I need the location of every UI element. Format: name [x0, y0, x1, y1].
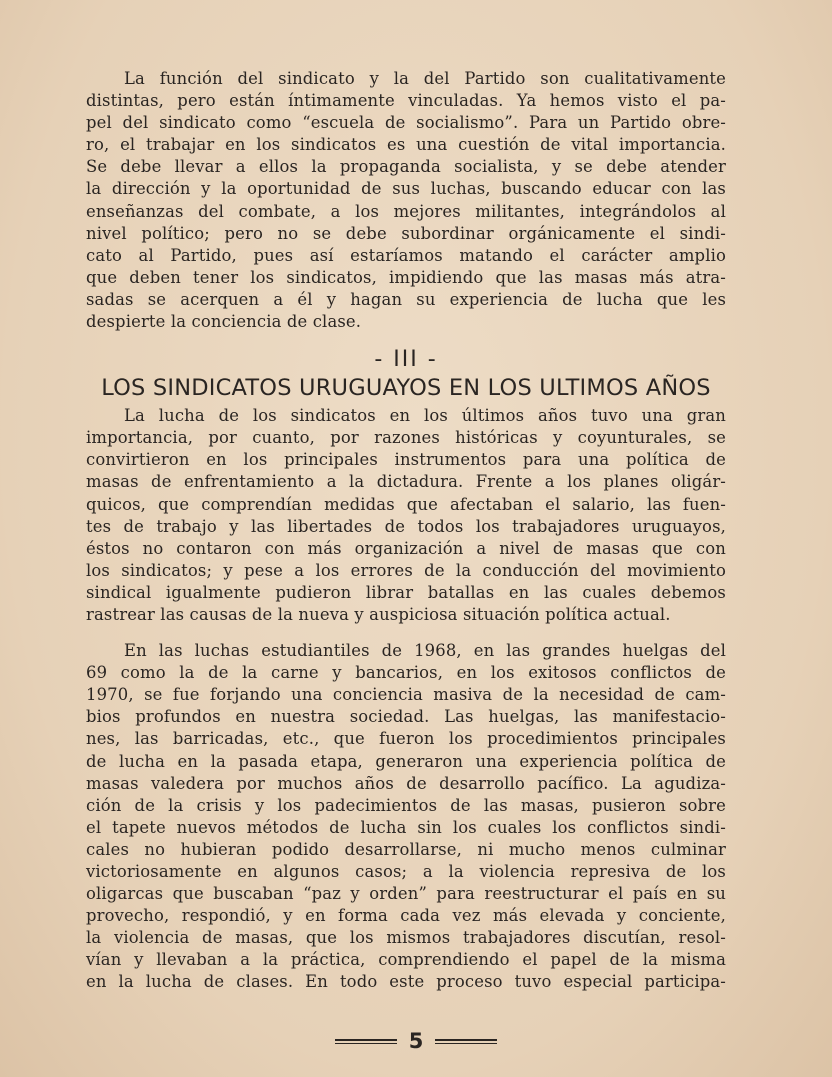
text-line: La lucha de los sindicatos en los últimos años tuvo una gran — [124, 406, 726, 426]
paragraph-gap — [86, 626, 726, 640]
section-number: - III - — [374, 347, 438, 373]
top-paragraphs — [86, 68, 726, 333]
text-line: nivel político; pero no se debe subordinar orgánicamente el sindi- — [86, 223, 726, 243]
text-line: sadas se acerquen a él y hagan su experiencia de lucha que les — [86, 289, 726, 309]
text-line: provecho, respondió, y en forma cada vez más elevada y conciente, — [86, 906, 726, 926]
text-line: vían y llevaban a la práctica, comprendiendo el papel de la misma — [86, 950, 726, 970]
text-line: importancia, por cuanto, por razones históricas y coyunturales, se — [86, 428, 726, 448]
text-line: de lucha en la pasada etapa, generaron una experiencia política de — [86, 751, 726, 771]
text-line: En las luchas estudiantiles de 1968, en las grandes huelgas del — [124, 641, 726, 661]
text-line: los sindicatos; y pese a los errores de la conducción del movimiento — [86, 560, 726, 580]
text-line: La función del sindicato y la del Partido son cualitativamente — [124, 69, 726, 88]
text-line: sindical igualmente pudieron librar batallas en las cuales debemos — [86, 582, 726, 602]
text-line: despierte la conciencia de clase. — [86, 312, 362, 332]
text-line: convirtieron en los principales instrumentos para una política de — [86, 450, 726, 470]
text-line: éstos no contaron con más organización a nivel de masas que con — [86, 538, 726, 558]
footer-rule-left — [335, 1039, 397, 1044]
paragraph — [86, 405, 726, 626]
text-line: victoriosamente en algunos casos; a la violencia represiva de los — [86, 862, 726, 881]
paragraph — [86, 68, 726, 333]
text-line: ro, el trabajar en los sindicatos es una cuestión de vital importancia. — [86, 135, 726, 155]
text-line: que deben tener los sindicatos, impidiendo que las masas más atra- — [86, 267, 726, 287]
text-line: ción de la crisis y los padecimientos de las masas, pusieron sobre — [86, 795, 726, 815]
text-line: la dirección y la oportunidad de sus luchas, buscando educar con las — [86, 179, 726, 199]
text-line: masas de enfrentamiento a la dictadura. Frente a los planes oligár- — [86, 472, 726, 492]
text-line: cato al Partido, pues así estaríamos matando el carácter amplio — [86, 245, 726, 265]
section-title: LOS SINDICATOS URUGUAYOS EN LOS ULTIMOS AÑOS — [101, 375, 711, 402]
footer-rule-right — [435, 1039, 497, 1044]
text-line: el tapete nuevos métodos de lucha sin los cuales los conflictos sindi- — [86, 817, 726, 837]
paragraph — [86, 640, 726, 994]
text-line: nes, las barricadas, etc., que fueron los procedimientos principales — [86, 729, 726, 749]
text-line: tes de trabajo y las libertades de todos los trabajadores uruguayos, — [86, 516, 726, 536]
text-line: masas valedera por muchos años de desarrollo pacífico. La agudiza- — [86, 773, 726, 793]
page-footer — [0, 1026, 832, 1056]
text-line: quicos, que comprendían medidas que afectaban el salario, las fuen- — [86, 494, 726, 514]
text-line: en la lucha de clases. En todo este proceso tuvo especial participa- — [86, 972, 726, 992]
text-line: oligarcas que buscaban “paz y orden” para reestructurar el país en su — [86, 884, 726, 904]
text-line: enseñanzas del combate, a los mejores militantes, integrándolos al — [86, 201, 726, 221]
text-line: cales no hubieran podido desarrollarse, ni mucho menos culminar — [86, 839, 726, 859]
text-line: 1970, se fue forjando una conciencia masiva de la necesidad de cam- — [86, 685, 726, 705]
text-line: distintas, pero están íntimamente vinculadas. Ya hemos visto el pa- — [86, 91, 726, 111]
text-line: bios profundos en nuestra sociedad. Las huelgas, las manifestacio- — [86, 707, 726, 727]
section-paragraphs — [86, 405, 726, 993]
text-line: pel del sindicato como “escuela de socialismo”. Para un Partido obre- — [86, 113, 726, 133]
text-line: rastrear las causas de la nueva y auspiciosa situación política actual. — [86, 604, 671, 624]
text-line: Se debe llevar a ellos la propaganda socialista, y se debe atender — [86, 157, 726, 177]
text-line: la violencia de masas, que los mismos trabajadores discutían, resol- — [86, 928, 726, 948]
text-line: 69 como la de la carne y bancarios, en los exitosos conflictos de — [86, 663, 726, 683]
document-page — [86, 68, 726, 994]
page-number: 5 — [408, 1029, 424, 1053]
